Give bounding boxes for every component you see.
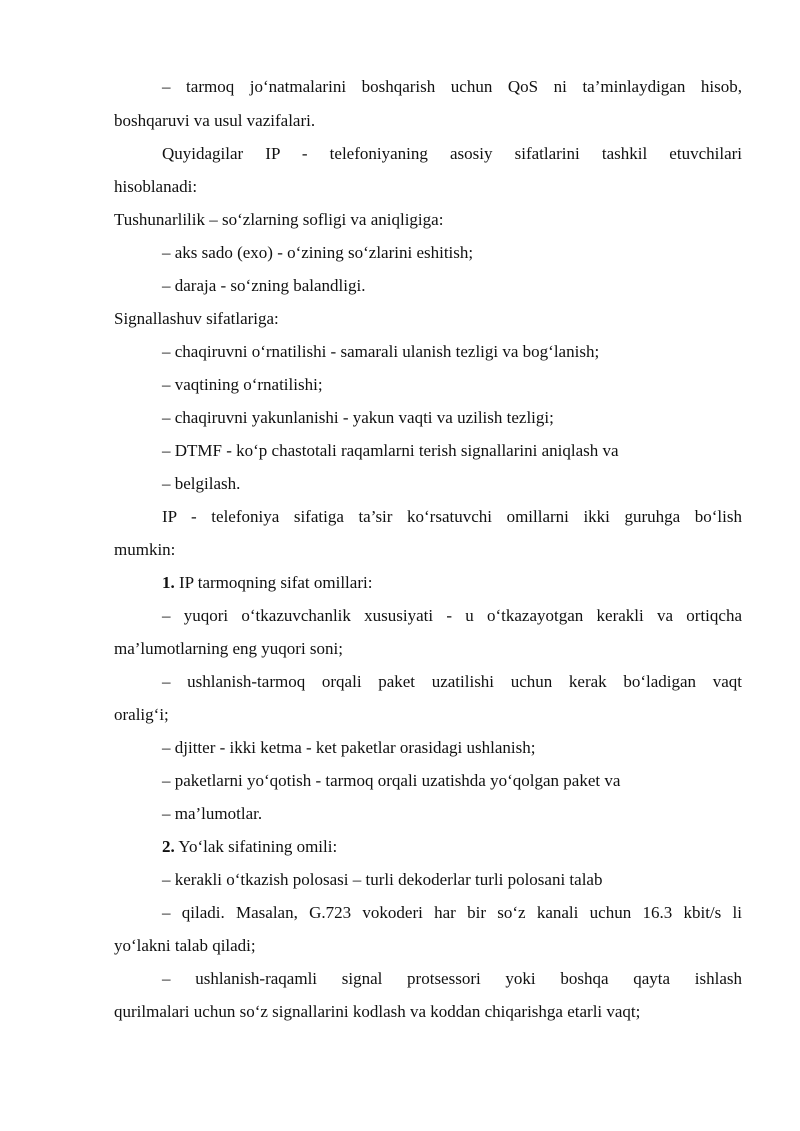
text-line: boshqaruvi va usul vazifalari.: [114, 111, 316, 130]
list-item: – vaqtining o‘rnatilishi;: [162, 375, 323, 394]
text-line: hisoblanadi:: [114, 177, 198, 196]
text-line: Signallashuv sifatlariga:: [114, 309, 279, 328]
section-number: 2.: [162, 837, 175, 856]
section-number: 1.: [162, 573, 175, 592]
section-title: IP tarmoqning sifat omillari:: [174, 573, 373, 592]
section-title: Yo‘lak sifatining omili:: [174, 837, 338, 856]
list-item: – ushlanish-raqamli signal protsessori yoki boshqa qayta ishlash: [162, 969, 742, 988]
section-heading: [162, 572, 742, 594]
text-line: oralig‘i;: [114, 705, 169, 724]
list-item: – djitter - ikki ketma - ket paketlar orasidagi ushlanish;: [162, 738, 536, 757]
list-item: – belgilash.: [162, 474, 241, 493]
list-item: – aks sado (exo) - o‘zining so‘zlarini eshitish;: [162, 243, 474, 262]
list-item: – chaqiruvni o‘rnatilishi - samarali ulanish tezligi va bog‘lanish;: [162, 342, 600, 361]
text-line: Quyidagilar IP - telefoniyaning asosiy sifatlarini tashkil etuvchilari: [162, 144, 742, 163]
text-line: qurilmalari uchun so‘z signallarini kodlash va koddan chiqarishga etarli vaqt;: [114, 1002, 641, 1021]
text-line: ma’lumotlarning eng yuqori soni;: [114, 639, 343, 658]
list-item: – DTMF - ko‘p chastotali raqamlarni terish signallarini aniqlash va: [162, 441, 619, 460]
text-line: yo‘lakni talab qiladi;: [114, 936, 256, 955]
text-line: IP - telefoniya sifatiga ta’sir ko‘rsatuvchi omillarni ikki guruhga bo‘lish: [162, 507, 742, 526]
list-item: – kerakli o‘tkazish polosasi – turli dekoderlar turli polosani talab: [162, 870, 603, 889]
list-item: – daraja - so‘zning balandligi.: [162, 276, 366, 295]
list-item: – chaqiruvni yakunlanishi - yakun vaqti va uzilish tezligi;: [162, 408, 554, 427]
list-item: – ushlanish-tarmoq orqali paket uzatilishi uchun kerak bo‘ladigan vaqt: [162, 672, 742, 691]
list-item: – paketlarni yo‘qotish - tarmoq orqali uzatishda yo‘qolgan paket va: [162, 771, 621, 790]
text-line: mumkin:: [114, 540, 176, 559]
text-line: – tarmoq jo‘natmalarini boshqarish uchun QoS ni ta’minlaydigan hisob,: [162, 77, 742, 96]
list-item: – ma’lumotlar.: [162, 804, 263, 823]
section-heading: [162, 836, 742, 858]
list-item: – qiladi. Masalan, G.723 vokoderi har bir so‘z kanali uchun 16.3 kbit/s li: [162, 903, 742, 922]
list-item: – yuqori o‘tkazuvchanlik xususiyati - u o‘tkazayotgan kerakli va ortiqcha: [162, 606, 742, 625]
text-line: Tushunarlilik – so‘zlarning sofligi va aniqligiga:: [114, 210, 444, 229]
